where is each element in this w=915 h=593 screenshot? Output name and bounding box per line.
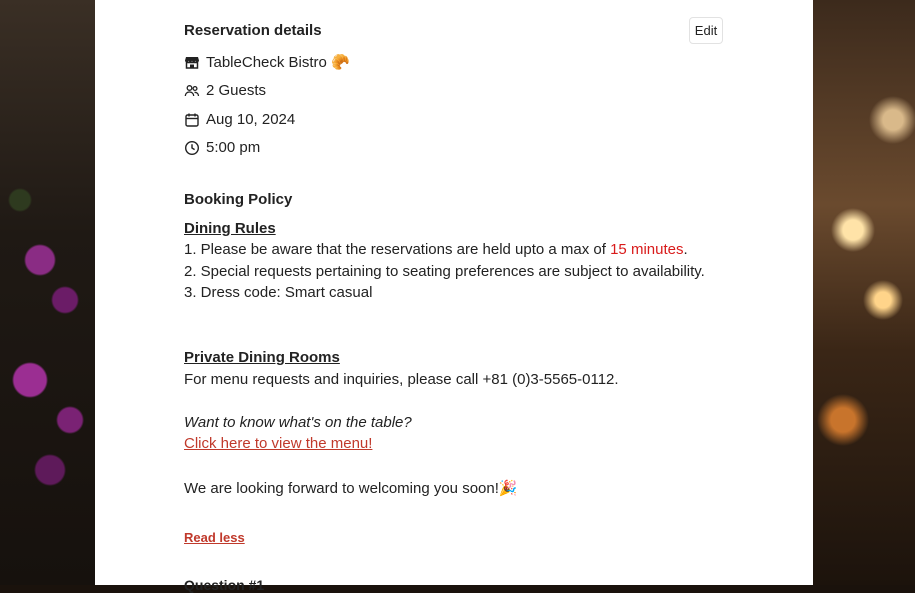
time-row (184, 139, 260, 156)
reservation-details-title: Reservation details (184, 22, 322, 39)
venue-row (184, 53, 350, 71)
view-menu-link[interactable]: Click here to view the menu! (184, 435, 373, 452)
date-row (184, 111, 295, 128)
store-icon (184, 54, 200, 70)
guests-row (184, 82, 266, 99)
welcome-message: We are looking forward to welcoming you soon!🎉 (184, 480, 518, 497)
background-left-flowers (0, 0, 95, 585)
dining-rules-title: Dining Rules (184, 220, 276, 237)
reservation-date: Aug 10, 2024 (206, 111, 296, 128)
private-dining-title: Private Dining Rooms (184, 349, 340, 366)
booking-policy-title: Booking Policy (184, 191, 293, 208)
edit-button[interactable]: Edit (689, 17, 723, 44)
venue-name: TableCheck Bistro 🥐 (206, 54, 350, 71)
question-title: Question #1 (184, 577, 265, 593)
guests-icon (184, 83, 200, 99)
calendar-icon (184, 112, 200, 128)
background-right-restaurant (813, 0, 915, 585)
rule-3: 3. Dress code: Smart casual (184, 284, 373, 301)
rule-1-text: 1. Please be aware that the reservations are held upto a max of (184, 241, 611, 258)
reservation-panel (95, 0, 813, 593)
reservation-time: 5:00 pm (206, 139, 261, 156)
rule-1-suffix: . (683, 241, 688, 258)
menu-question: Want to know what's on the table? (184, 414, 412, 431)
rule-2: 2. Special requests pertaining to seating preferences are subject to availability. (184, 263, 705, 280)
rule-1-highlight: 15 minutes (610, 241, 684, 258)
clock-icon (184, 140, 200, 156)
read-less-link[interactable]: Read less (184, 530, 245, 545)
guest-count: 2 Guests (206, 82, 267, 99)
private-dining-text: For menu requests and inquiries, please call +81 (0)3-5565-0112. (184, 371, 619, 388)
rule-1 (184, 241, 688, 258)
